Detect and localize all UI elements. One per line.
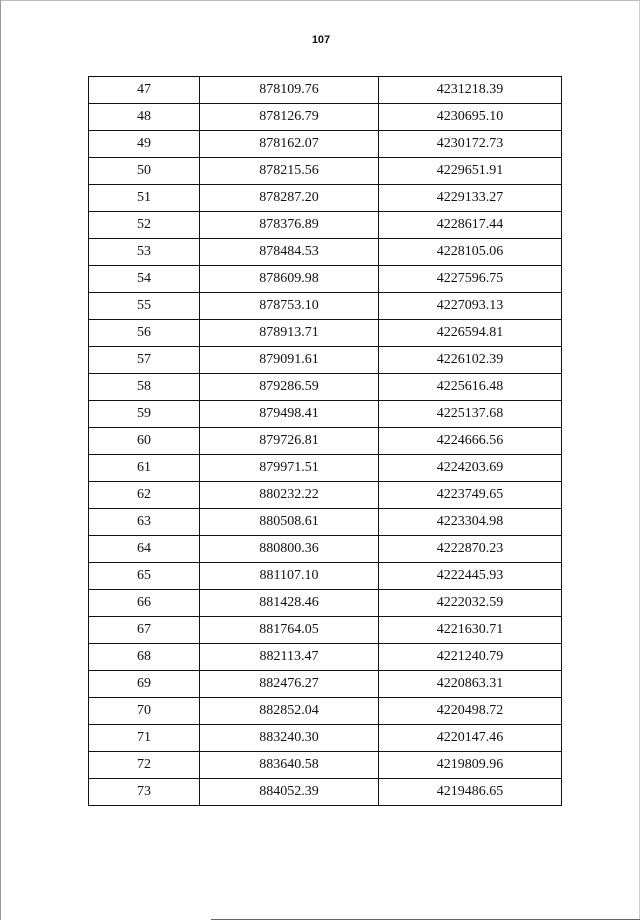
x-coordinate-cell: 884052.39 [200, 779, 379, 806]
table-row [89, 104, 562, 131]
x-coordinate-cell: 882113.47 [200, 644, 379, 671]
y-coordinate-cell: 4219486.65 [379, 779, 562, 806]
table-row [89, 158, 562, 185]
point-number-cell: 58 [89, 374, 200, 401]
y-coordinate-cell: 4230695.10 [379, 104, 562, 131]
x-coordinate-cell: 878162.07 [200, 131, 379, 158]
point-number-cell: 49 [89, 131, 200, 158]
y-coordinate-cell: 4222445.93 [379, 563, 562, 590]
coordinates-table [88, 76, 562, 806]
x-coordinate-cell: 883640.58 [200, 752, 379, 779]
x-coordinate-cell: 879286.59 [200, 374, 379, 401]
y-coordinate-cell: 4228105.06 [379, 239, 562, 266]
table-row [89, 266, 562, 293]
x-coordinate-cell: 880800.36 [200, 536, 379, 563]
x-coordinate-cell: 881428.46 [200, 590, 379, 617]
table-row [89, 455, 562, 482]
table-row [89, 590, 562, 617]
x-coordinate-cell: 882852.04 [200, 698, 379, 725]
y-coordinate-cell: 4226102.39 [379, 347, 562, 374]
y-coordinate-cell: 4229651.91 [379, 158, 562, 185]
table-row [89, 239, 562, 266]
table-row [89, 401, 562, 428]
table-row [89, 77, 562, 104]
point-number-cell: 63 [89, 509, 200, 536]
table-row [89, 212, 562, 239]
point-number-cell: 69 [89, 671, 200, 698]
x-coordinate-cell: 879726.81 [200, 428, 379, 455]
y-coordinate-cell: 4219809.96 [379, 752, 562, 779]
table-row [89, 185, 562, 212]
y-coordinate-cell: 4225616.48 [379, 374, 562, 401]
y-coordinate-cell: 4220498.72 [379, 698, 562, 725]
table-row [89, 698, 562, 725]
y-coordinate-cell: 4227596.75 [379, 266, 562, 293]
y-coordinate-cell: 4230172.73 [379, 131, 562, 158]
y-coordinate-cell: 4225137.68 [379, 401, 562, 428]
x-coordinate-cell: 878376.89 [200, 212, 379, 239]
point-number-cell: 59 [89, 401, 200, 428]
y-coordinate-cell: 4221630.71 [379, 617, 562, 644]
x-coordinate-cell: 878287.20 [200, 185, 379, 212]
point-number-cell: 54 [89, 266, 200, 293]
y-coordinate-cell: 4227093.13 [379, 293, 562, 320]
table-row [89, 725, 562, 752]
point-number-cell: 64 [89, 536, 200, 563]
x-coordinate-cell: 878913.71 [200, 320, 379, 347]
table-row [89, 644, 562, 671]
point-number-cell: 48 [89, 104, 200, 131]
point-number-cell: 52 [89, 212, 200, 239]
point-number-cell: 65 [89, 563, 200, 590]
table-row [89, 293, 562, 320]
y-coordinate-cell: 4229133.27 [379, 185, 562, 212]
coordinates-table-body [89, 77, 562, 806]
table-row [89, 617, 562, 644]
y-coordinate-cell: 4221240.79 [379, 644, 562, 671]
x-coordinate-cell: 882476.27 [200, 671, 379, 698]
point-number-cell: 55 [89, 293, 200, 320]
y-coordinate-cell: 4220147.46 [379, 725, 562, 752]
table-row [89, 428, 562, 455]
table-row [89, 563, 562, 590]
point-number-cell: 56 [89, 320, 200, 347]
x-coordinate-cell: 880232.22 [200, 482, 379, 509]
point-number-cell: 68 [89, 644, 200, 671]
point-number-cell: 72 [89, 752, 200, 779]
x-coordinate-cell: 878484.53 [200, 239, 379, 266]
table-row [89, 536, 562, 563]
x-coordinate-cell: 880508.61 [200, 509, 379, 536]
table-row [89, 509, 562, 536]
x-coordinate-cell: 878753.10 [200, 293, 379, 320]
y-coordinate-cell: 4223749.65 [379, 482, 562, 509]
x-coordinate-cell: 879498.41 [200, 401, 379, 428]
point-number-cell: 71 [89, 725, 200, 752]
point-number-cell: 67 [89, 617, 200, 644]
point-number-cell: 51 [89, 185, 200, 212]
y-coordinate-cell: 4231218.39 [379, 77, 562, 104]
table-row [89, 482, 562, 509]
y-coordinate-cell: 4223304.98 [379, 509, 562, 536]
x-coordinate-cell: 878609.98 [200, 266, 379, 293]
point-number-cell: 73 [89, 779, 200, 806]
point-number-cell: 61 [89, 455, 200, 482]
x-coordinate-cell: 878215.56 [200, 158, 379, 185]
x-coordinate-cell: 881764.05 [200, 617, 379, 644]
point-number-cell: 57 [89, 347, 200, 374]
point-number-cell: 47 [89, 77, 200, 104]
table-row [89, 779, 562, 806]
x-coordinate-cell: 878126.79 [200, 104, 379, 131]
y-coordinate-cell: 4220863.31 [379, 671, 562, 698]
x-coordinate-cell: 881107.10 [200, 563, 379, 590]
y-coordinate-cell: 4222032.59 [379, 590, 562, 617]
x-coordinate-cell: 879091.61 [200, 347, 379, 374]
y-coordinate-cell: 4224203.69 [379, 455, 562, 482]
table-row [89, 347, 562, 374]
y-coordinate-cell: 4224666.56 [379, 428, 562, 455]
table-row [89, 752, 562, 779]
y-coordinate-cell: 4228617.44 [379, 212, 562, 239]
point-number-cell: 66 [89, 590, 200, 617]
point-number-cell: 53 [89, 239, 200, 266]
table-row [89, 131, 562, 158]
y-coordinate-cell: 4226594.81 [379, 320, 562, 347]
table-row [89, 320, 562, 347]
x-coordinate-cell: 878109.76 [200, 77, 379, 104]
y-coordinate-cell: 4222870.23 [379, 536, 562, 563]
point-number-cell: 70 [89, 698, 200, 725]
page-number: 107 [311, 34, 331, 46]
table-row [89, 374, 562, 401]
point-number-cell: 50 [89, 158, 200, 185]
point-number-cell: 60 [89, 428, 200, 455]
point-number-cell: 62 [89, 482, 200, 509]
table-row [89, 671, 562, 698]
x-coordinate-cell: 879971.51 [200, 455, 379, 482]
x-coordinate-cell: 883240.30 [200, 725, 379, 752]
